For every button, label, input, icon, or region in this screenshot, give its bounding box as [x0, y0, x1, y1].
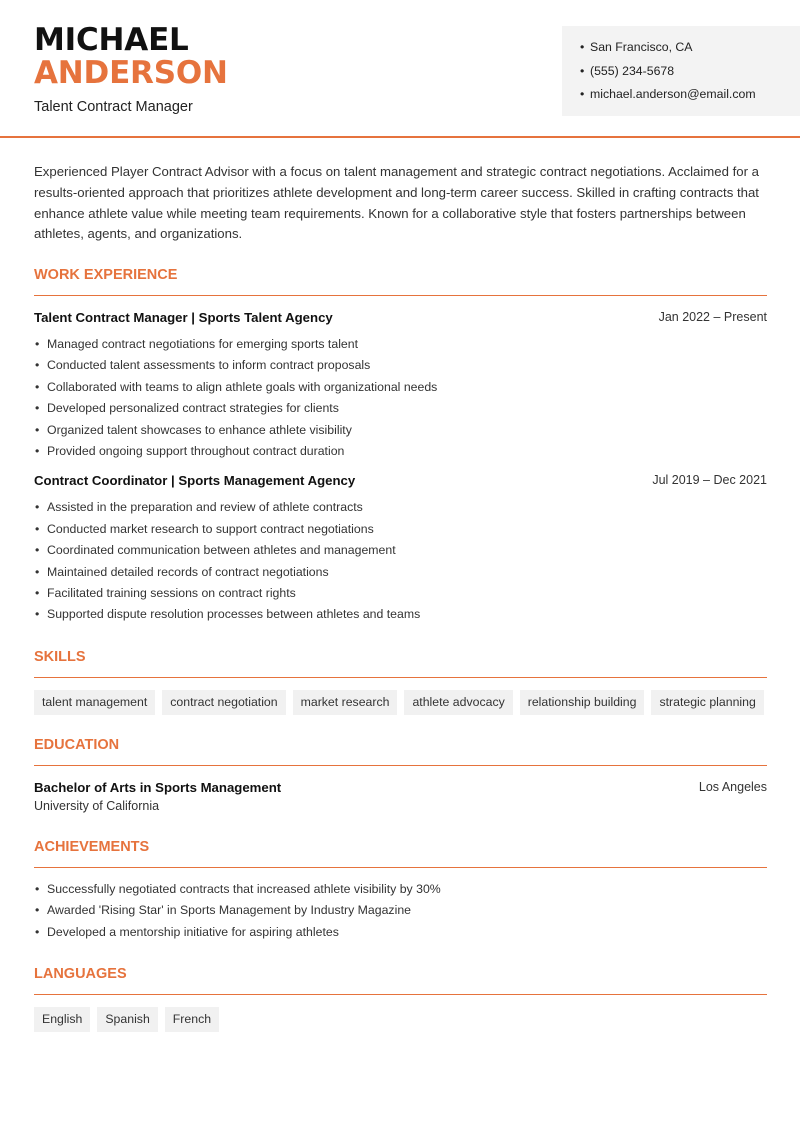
job-bullets — [34, 499, 767, 627]
education-location: Los Angeles — [698, 780, 767, 794]
job-date: Jan 2022 – Present — [658, 310, 767, 324]
skill-tag: strategic planning — [651, 690, 763, 715]
section-title-languages: LANGUAGES — [34, 965, 767, 995]
candidate-name — [34, 24, 228, 90]
last-name: ANDERSON — [34, 55, 228, 91]
job-title: Contract Coordinator | Sports Management Agency — [34, 473, 356, 489]
language-tag: English — [34, 1007, 90, 1032]
list-item: • Organized talent showcases to enhance athlete visibility — [34, 422, 767, 443]
list-item: • Provided ongoing support throughout contract duration — [34, 443, 767, 464]
skill-tag: relationship building — [520, 690, 645, 715]
skill-tag: talent management — [34, 690, 155, 715]
resume-header — [0, 0, 800, 138]
list-item: • Conducted market research to support contract negotiations — [34, 521, 767, 542]
list-item: • Assisted in the preparation and review of athlete contracts — [34, 499, 767, 520]
list-item: • Maintained detailed records of contract negotiations — [34, 564, 767, 585]
contact-phone: • (555) 234-5678 — [580, 63, 800, 87]
list-item: • Developed personalized contract strategies for clients — [34, 400, 767, 421]
job-bullets — [34, 336, 767, 464]
list-item: • Managed contract negotiations for emerging sports talent — [34, 336, 767, 357]
contact-location: • San Francisco, CA — [580, 39, 800, 63]
list-item: • Facilitated training sessions on contract rights — [34, 585, 767, 606]
section-title-work: WORK EXPERIENCE — [34, 266, 767, 296]
school: University of California — [34, 799, 160, 813]
skill-tag: market research — [293, 690, 398, 715]
job-role: Talent Contract Manager — [34, 99, 193, 115]
list-item: • Successfully negotiated contracts that increased athlete visibility by 30% — [34, 881, 767, 902]
job-date: Jul 2019 – Dec 2021 — [652, 473, 767, 488]
section-title-achievements: ACHIEVEMENTS — [34, 838, 767, 868]
achievement-list — [34, 881, 767, 945]
section-title-skills: SKILLS — [34, 648, 767, 678]
contact-box — [562, 26, 800, 116]
job-header — [34, 473, 767, 493]
list-item: • Developed a mentorship initiative for aspiring athletes — [34, 924, 767, 945]
list-item: • Awarded 'Rising Star' in Sports Management by Industry Magazine — [34, 902, 767, 923]
skills-tags — [34, 690, 767, 715]
list-item: • Conducted talent assessments to inform contract proposals — [34, 357, 767, 378]
language-tag: Spanish — [97, 1007, 157, 1032]
list-item: • Coordinated communication between athletes and management — [34, 542, 767, 563]
language-tag: French — [165, 1007, 219, 1032]
achievements-section — [34, 838, 767, 945]
education-section — [34, 736, 767, 813]
first-name: MICHAEL — [34, 22, 189, 58]
summary-paragraph: Experienced Player Contract Advisor with a focus on talent management and strategic contract negotiations. Acclaimed for a results-oriented approach that prioritizes athlete development and long-term career success. Skilled in crafting contracts that enhance athlete value while meeting team requirements. Known for a collaborative style that fosters partnerships between athletes, agents, and organizations. — [34, 164, 759, 242]
languages-section — [34, 965, 767, 1032]
education-header — [34, 780, 767, 795]
skill-tag: contract negotiation — [162, 690, 285, 715]
job-header — [34, 310, 767, 330]
language-tags — [34, 1007, 767, 1032]
list-item: • Collaborated with teams to align athlete goals with organizational needs — [34, 379, 767, 400]
skill-tag: athlete advocacy — [404, 690, 512, 715]
contact-email[interactable]: • michael.anderson@email.com — [580, 86, 800, 110]
job-title: Talent Contract Manager | Sports Talent Agency — [34, 310, 333, 325]
work-experience-section — [34, 266, 767, 628]
list-item: • Supported dispute resolution processes between athletes and teams — [34, 606, 767, 627]
degree: Bachelor of Arts in Sports Management — [34, 780, 282, 795]
skills-section — [34, 648, 767, 715]
section-title-education: EDUCATION — [34, 736, 767, 766]
